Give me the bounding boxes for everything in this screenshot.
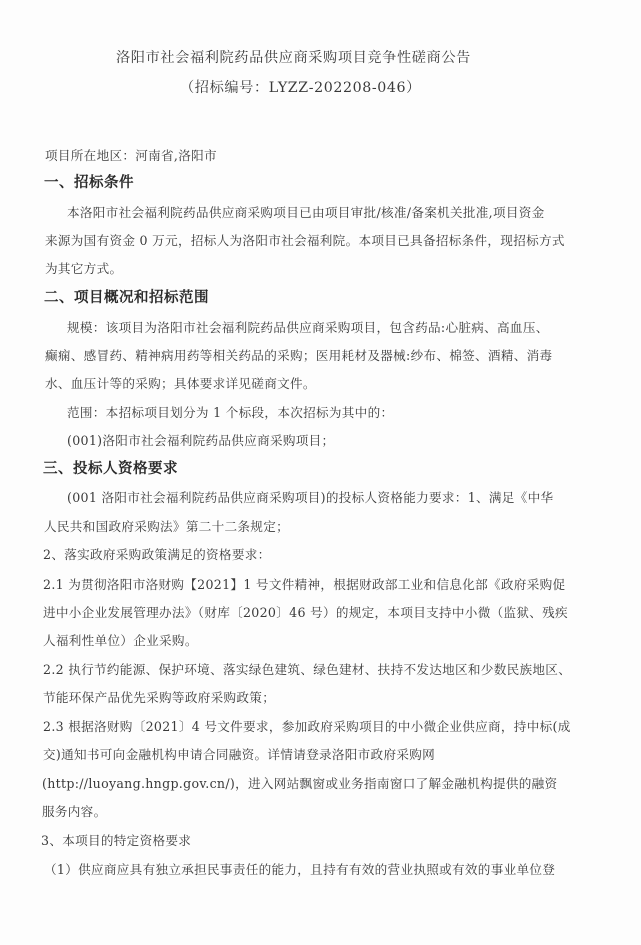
- paragraph-line: 交)通知书可向金融机构申请合同融资。详情请登录洛阳市政府采购网: [43, 747, 436, 762]
- paragraph-line: 2、落实政府采购政策满足的资格要求：: [43, 547, 271, 562]
- paragraph-line: 为其它方式。: [45, 261, 123, 276]
- paragraph-line: 2.3 根据洛财购〔2021〕4 号文件要求，参加政府采购项目的中小微企业供应商，持中标(成: [43, 719, 571, 734]
- section-heading-3: 三、投标人资格要求: [43, 461, 178, 477]
- paragraph-line: 2.2 执行节约能源、保护环境、落实绿色建筑、绿色建材、扶持不发达地区和少数民族地区、: [43, 662, 572, 677]
- section-heading-1: 一、招标条件: [44, 175, 134, 191]
- paragraph-line: 本洛阳市社会福利院药品供应商采购项目已由项目审批/核准/备案机关批准,项目资金: [67, 205, 545, 220]
- paragraph-line: (001 洛阳市社会福利院药品供应商采购项目)的投标人资格能力要求：1、满足《中华: [67, 490, 554, 505]
- paragraph-line: 进中小企业发展管理办法》（财库〔2020〕46 号）的规定，本项目支持中小微（监狱、残疾: [43, 605, 568, 620]
- paragraph-line: (http://luoyang.hngp.gov.cn/)，进入网站飘窗或业务指南窗口了解金融机构提供的融资: [42, 776, 558, 791]
- tender-number: （招标编号：LYZZ-202208-046）: [180, 80, 421, 96]
- paragraph-line: 规模：该项目为洛阳市社会福利院药品供应商采购项目，包含药品:心脏病、高血压、: [67, 320, 549, 335]
- paragraph-line: 癫痫、感冒药、精神病用药等相关药品的采购；医用耗材及器械:纱布、棉签、酒精、消毒: [45, 348, 553, 363]
- project-region: 项目所在地区：河南省,洛阳市: [45, 148, 217, 163]
- paragraph-line: (001)洛阳市社会福利院药品供应商采购项目；: [67, 433, 335, 448]
- paragraph-line: 节能环保产品优先采购等政府采购政策；: [43, 690, 276, 705]
- paragraph-line: 水、血压计等的采购；具体要求详见磋商文件。: [45, 376, 316, 391]
- paragraph-line: 人福利性单位）企业采购。: [43, 633, 198, 648]
- paragraph-line: （1）供应商应具有独立承担民事责任的能力，且持有有效的营业执照或有效的事业单位登: [44, 862, 556, 877]
- paragraph-line: 人民共和国政府采购法》第二十二条规定；: [44, 519, 289, 534]
- paragraph-line: 服务内容。: [42, 804, 107, 819]
- paragraph-line: 范围：本招标项目划分为 1 个标段，本次招标为其中的：: [67, 405, 394, 420]
- section-heading-2: 二、项目概况和招标范围: [44, 290, 209, 306]
- document-title: 洛阳市社会福利院药品供应商采购项目竞争性磋商公告: [116, 50, 471, 66]
- paragraph-line: 3、本项目的特定资格要求: [41, 833, 192, 848]
- paragraph-line: 来源为国有资金 0 万元，招标人为洛阳市社会福利院。本项目已具备招标条件，现招标方式: [45, 233, 565, 248]
- paragraph-line: 2.1 为贯彻洛阳市洛财购【2021】1 号文件精神，根据财政部工业和信息化部《政府采购促: [43, 577, 566, 592]
